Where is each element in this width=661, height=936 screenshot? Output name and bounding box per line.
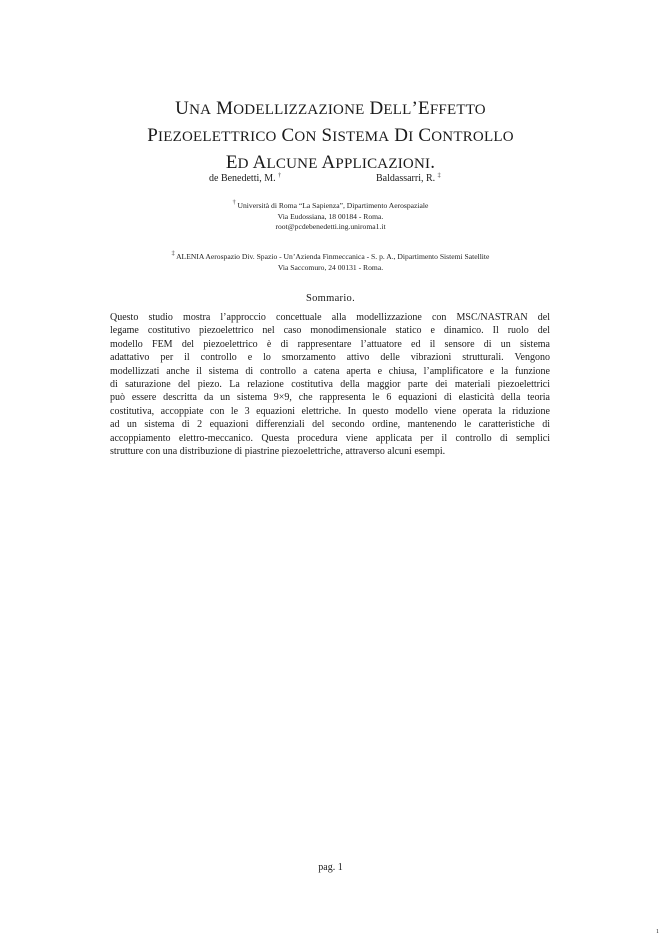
author-mark: ‡ xyxy=(437,173,441,179)
abstract-line: Questo studio mostra l’approccio concettuale alla modellizzazione con MSC/NASTRAN del xyxy=(110,312,550,323)
edge-mark: 1 xyxy=(656,929,659,935)
author xyxy=(209,173,281,184)
abstract-line: può essere descritta da un sistema 9×9, che rappresenta le 6 equazioni di elasticità della teoria xyxy=(110,392,550,404)
paper-title xyxy=(60,96,601,177)
abstract-line: modellizzati anche il sistema di controllo a catena aperta e chiusa, l’amplificatore e la funzione xyxy=(110,365,550,377)
abstract-line: modello FEM del piezoelettrico è di rappresentare l’attuatore ed il sensore di un sistema xyxy=(110,338,550,350)
abstract-body xyxy=(110,311,550,458)
affiliation-line: Via Saccomuro, 24 00131 - Roma. xyxy=(277,262,384,272)
affiliation-email: root@pcdebenedetti.ing.uniroma1.it xyxy=(275,222,386,231)
affiliation-mark: † xyxy=(232,200,236,206)
author xyxy=(376,173,441,184)
author-name: de Benedetti, M. xyxy=(209,173,276,184)
abstract-line: strutture con una distribuzione di piastrine piezoelettriche, attraverso alcuni esempi. xyxy=(110,446,446,458)
abstract-heading: Sommario. xyxy=(305,293,356,304)
affiliation xyxy=(0,198,661,233)
abstract-line: ad un sistema di 2 equazioni differenziali del secondo ordine, mantenendo le caratteristiche di xyxy=(110,419,550,431)
affiliation-line: Università di Roma “La Sapienza”, Dipartimento Aerospaziale xyxy=(237,201,429,210)
title-line: ED ALCUNE APPLICAZIONI. xyxy=(225,152,436,173)
author-list xyxy=(0,173,661,189)
affiliation-line: Via Eudossiana, 18 00184 - Roma. xyxy=(277,211,384,221)
abstract-line: accoppiamento elettro-meccanico. Questa procedura viene applicata per il controllo di semplici xyxy=(110,432,550,444)
abstract-line: adattativo per il controllo e lo smorzamento attivo delle vibrazioni strutturali. Vengono xyxy=(110,352,550,364)
title-line: UNA MODELLIZZAZIONE DELL’EFFETTO xyxy=(175,98,486,119)
abstract-line: di saturazione del piezo. La relazione costitutiva della maggior parte dei materiali piezoelettrici xyxy=(110,379,550,391)
title-line: PIEZOELETTRICO CON SISTEMA DI CONTROLLO xyxy=(147,125,514,146)
author-mark: † xyxy=(278,173,282,179)
affiliation-mark: ‡ xyxy=(171,251,175,257)
page-number: pag. 1 xyxy=(318,862,343,873)
author-name: Baldassarri, R. xyxy=(376,173,436,184)
affiliation-line: ALENIA Aerospazio Div. Spazio - Un’Azienda Finmeccanica - S. p. A., Dipartimento Sistemi Satellite xyxy=(176,252,490,261)
affiliation xyxy=(0,249,661,273)
abstract-line: legame costitutivo piezoelettrico nel caso monodimensionale statico e dinamico. Il ruolo del xyxy=(110,325,550,337)
abstract-line: costitutiva, accoppiate con le 3 equazioni elettriche. In questo modello viene operata la riduzione xyxy=(110,405,550,417)
